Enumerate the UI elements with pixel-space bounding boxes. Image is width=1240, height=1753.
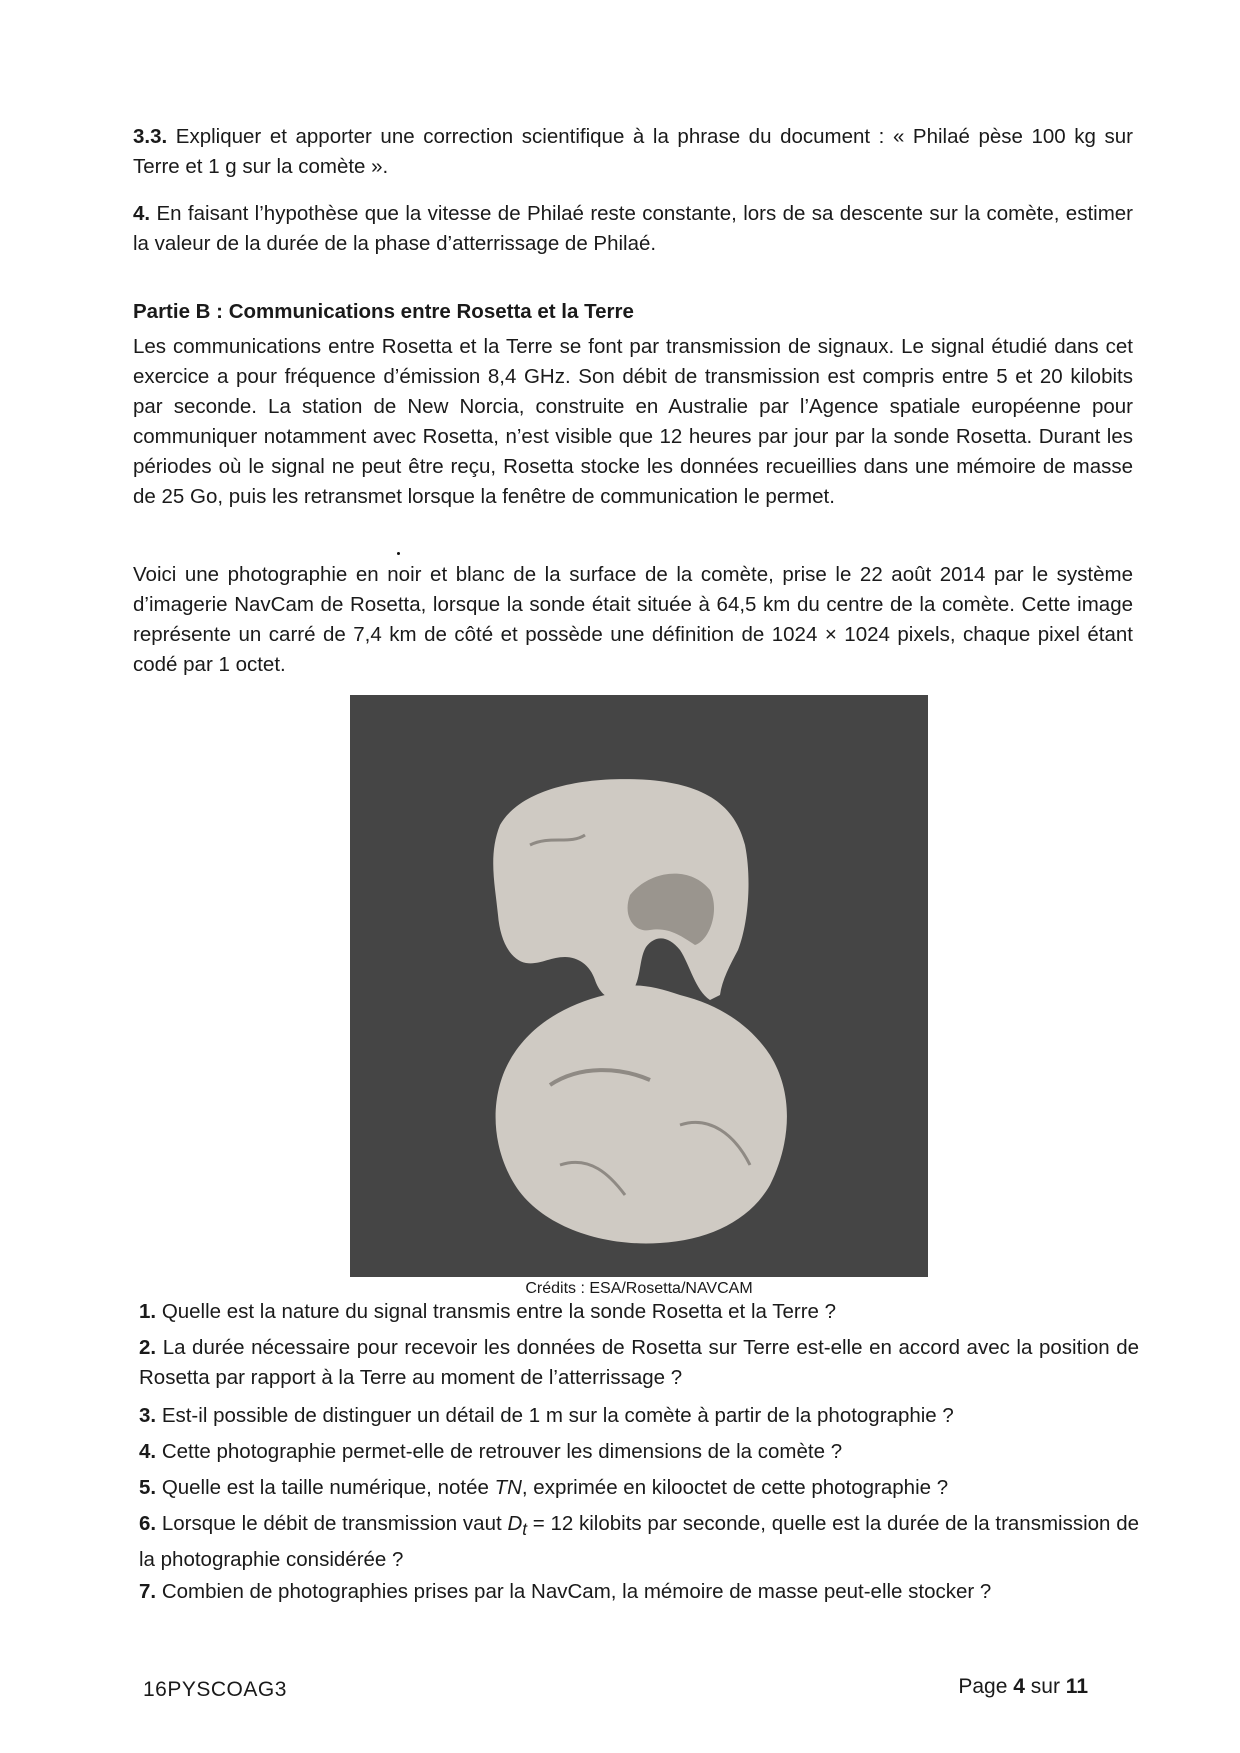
question-3-3 [133, 122, 1133, 182]
question-1 [139, 1297, 1139, 1327]
page-total: 11 [1065, 1675, 1088, 1698]
question-text: Combien de photographies prises par la NavCam, la mémoire de masse peut-elle stocker ? [161, 1580, 992, 1603]
question-text: Quelle est la nature du signal transmis entre la sonde Rosetta et la Terre ? [161, 1300, 837, 1323]
question-text: Lorsque le débit de transmission vaut [161, 1512, 508, 1535]
question-text: = 12 kilobits par seconde, quelle est la durée de la transmission de la photographie considérée ? [139, 1512, 1139, 1572]
question-text: Est-il possible de distinguer un détail de 1 m sur la comète à partir de la photographie ? [161, 1404, 954, 1427]
question-5 [139, 1473, 1139, 1503]
question-6 [139, 1509, 1139, 1575]
question-text: Expliquer et apporter une correction scientifique à la phrase du document : « Philaé pèse 100 kg sur Terre et 1 g sur la comète ». [133, 125, 1133, 178]
question-number: 6. [139, 1512, 157, 1535]
question-number: 3.3. [133, 125, 168, 148]
question-4-partA [133, 199, 1133, 259]
question-3 [139, 1401, 1139, 1431]
variable-subscript: t [522, 1520, 527, 1540]
question-4 [139, 1437, 1139, 1467]
comet-icon [350, 695, 928, 1277]
question-2 [139, 1333, 1139, 1393]
question-number: 1. [139, 1300, 157, 1323]
photo-caption: Crédits : ESA/Rosetta/NAVCAM [525, 1280, 753, 1297]
variable-tn: TN [494, 1476, 522, 1499]
question-7 [139, 1577, 1139, 1607]
comet-photograph [350, 695, 928, 1277]
question-text: En faisant l’hypothèse que la vitesse de Philaé reste constante, lors de sa descente sur la comète, estimer la valeur de la durée de la phase d’atterrissage de Philaé. [133, 202, 1134, 255]
variable-d: D [507, 1512, 523, 1535]
photo-description-paragraph: Voici une photographie en noir et blanc de la surface de la comète, prise le 22 août 2014 par le système d’imagerie NavCam de Rosetta, lorsque la sonde était située à 64,5 km du centre de la comète. Cette image représente un carré de 7,4 km de côté et possède une définition de 1024 × 1024 pixels, chaque pixel étant codé par 1 octet. [133, 563, 1133, 676]
intro-paragraph: Les communications entre Rosetta et la Terre se font par transmission de signaux. Le signal étudié dans cet exercice a pour fréquence d’émission 8,4 GHz. Son débit de transmission est compris entre 5 et 20 kilobits par seconde. La station de New Norcia, construite en Australie par l’Agence spatiale européenne pour communiquer notamment avec Rosetta, n’est visible que 12 heures par jour par la sonde Rosetta. Durant les périodes où le signal ne peut être reçu, Rosetta stocke les données recueillies dans une mémoire de masse de 25 Go, puis les retransmet lorsque la fenêtre de communication le permet. [133, 335, 1133, 508]
question-text: Quelle est la taille numérique, notée [161, 1476, 495, 1499]
question-number: 4. [139, 1440, 157, 1463]
section-heading: Partie B : Communications entre Rosetta et la Terre [133, 300, 634, 323]
question-text: La durée nécessaire pour recevoir les données de Rosetta sur Terre est-elle en accord avec la position de Rosetta par rapport à la Terre au moment de l’atterrissage ? [139, 1336, 1139, 1389]
page-current: 4 [1013, 1675, 1025, 1698]
question-number: 4. [133, 202, 151, 225]
document-code: 16PYSCOAG3 [143, 1678, 287, 1701]
question-number: 2. [139, 1336, 157, 1359]
question-number: 5. [139, 1476, 157, 1499]
page-separator: sur [1024, 1675, 1066, 1698]
page-label: Page [958, 1675, 1014, 1698]
question-text: Cette photographie permet-elle de retrouver les dimensions de la comète ? [161, 1440, 843, 1463]
page-number [958, 1675, 1088, 1699]
question-number: 7. [139, 1580, 157, 1603]
question-number: 3. [139, 1404, 157, 1427]
question-text: , exprimée en kilooctet de cette photographie ? [521, 1476, 949, 1499]
stray-dot [397, 552, 400, 555]
